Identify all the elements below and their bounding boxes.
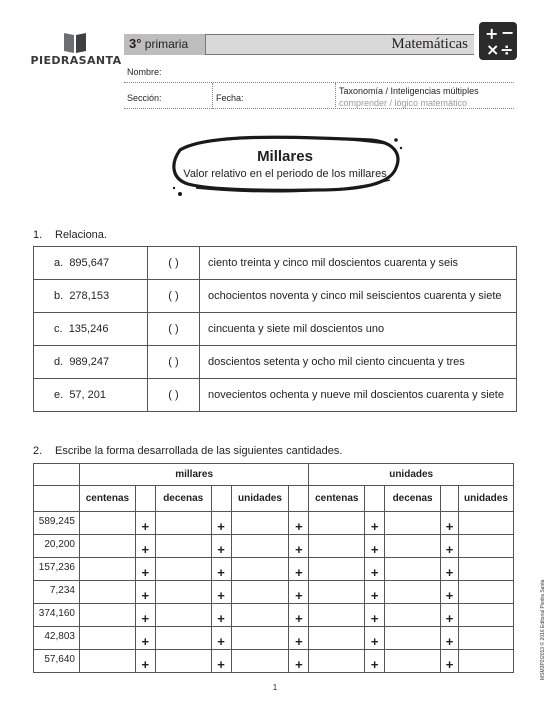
publisher-logo: [30, 30, 122, 72]
answer-cell[interactable]: [309, 581, 365, 604]
title-banner: [166, 128, 404, 200]
book-logo-icon: [62, 30, 88, 54]
plus-sign: +: [365, 604, 385, 627]
number-cell: b. 278,153: [34, 280, 148, 313]
answer-cell[interactable]: [155, 604, 211, 627]
answer-cell[interactable]: [231, 581, 289, 604]
number-words-cell: ciento treinta y cinco mil doscientos cuarenta y seis: [200, 247, 517, 280]
number-cell: e. 57, 201: [34, 379, 148, 412]
plus-sign: +: [289, 535, 309, 558]
answer-cell[interactable]: [155, 535, 211, 558]
answer-cell[interactable]: [385, 604, 441, 627]
plus-sign: +: [289, 650, 309, 673]
plus-sign: +: [441, 535, 459, 558]
col-header-centenas: centenas: [309, 486, 365, 512]
answer-blank[interactable]: ( ): [148, 313, 200, 346]
answer-cell[interactable]: [79, 581, 135, 604]
answer-cell[interactable]: [458, 581, 513, 604]
answer-cell[interactable]: [309, 650, 365, 673]
plus-sign: +: [365, 535, 385, 558]
answer-cell[interactable]: [231, 604, 289, 627]
answer-cell[interactable]: [231, 627, 289, 650]
number-words-cell: doscientos setenta y ocho mil ciento cincuenta y tres: [200, 346, 517, 379]
page-subtitle: Valor relativo en el periodo de los millares: [183, 168, 387, 180]
answer-cell[interactable]: [309, 604, 365, 627]
answer-cell[interactable]: [458, 512, 513, 535]
table-row: [34, 604, 514, 627]
math-operations-icon: + − × ÷: [479, 22, 517, 60]
answer-cell[interactable]: [309, 512, 365, 535]
answer-blank[interactable]: ( ): [148, 379, 200, 412]
table-row: [34, 535, 514, 558]
answer-cell[interactable]: [309, 558, 365, 581]
exercise-1-heading: 1. Relaciona.: [33, 229, 107, 241]
plus-sign: +: [289, 512, 309, 535]
quantity-cell: 589,245: [34, 512, 80, 535]
exercise-2-heading: 2. Escribe la forma desarrollada de las siguientes cantidades.: [33, 445, 343, 457]
page-number: 1: [272, 683, 278, 692]
answer-cell[interactable]: [155, 558, 211, 581]
answer-cell[interactable]: [231, 512, 289, 535]
answer-cell[interactable]: [79, 627, 135, 650]
answer-cell[interactable]: [79, 650, 135, 673]
plus-sign: +: [211, 650, 231, 673]
matching-row: [34, 346, 517, 379]
plus-sign: +: [365, 581, 385, 604]
matching-row: [34, 247, 517, 280]
section-label: Sección:: [127, 93, 162, 103]
answer-cell[interactable]: [385, 627, 441, 650]
answer-blank[interactable]: ( ): [148, 247, 200, 280]
quantity-cell: 157,236: [34, 558, 80, 581]
brand-name: PIEDRASANTA: [30, 54, 122, 67]
answer-cell[interactable]: [155, 627, 211, 650]
taxonomy-label: Taxonomía / Inteligencias múltiples: [339, 86, 479, 96]
table-row: [34, 627, 514, 650]
plus-sign: +: [289, 604, 309, 627]
plus-sign: +: [441, 627, 459, 650]
answer-cell[interactable]: [458, 558, 513, 581]
group-header-millares: millares: [79, 464, 308, 486]
plus-sign: +: [135, 535, 155, 558]
side-copyright: MSM3P2I2013 © 2016 Editorial Piedra Santa: [540, 579, 546, 680]
plus-sign: +: [135, 581, 155, 604]
plus-sign: +: [365, 512, 385, 535]
col-header-decenas-millares: decenas: [155, 486, 211, 512]
quantity-cell: 42,803: [34, 627, 80, 650]
plus-sign: +: [135, 512, 155, 535]
table-row: [34, 512, 514, 535]
col-header-unidades: unidades: [458, 486, 513, 512]
plus-sign: +: [211, 581, 231, 604]
col-header-decenas: decenas: [385, 486, 441, 512]
plus-sign: +: [135, 650, 155, 673]
answer-cell[interactable]: [309, 627, 365, 650]
date-label: Fecha:: [216, 93, 244, 103]
quantity-cell: 20,200: [34, 535, 80, 558]
answer-cell[interactable]: [155, 650, 211, 673]
plus-sign: +: [365, 558, 385, 581]
name-label: Nombre:: [127, 67, 162, 77]
plus-sign: +: [135, 558, 155, 581]
answer-cell[interactable]: [79, 604, 135, 627]
answer-cell[interactable]: [309, 535, 365, 558]
plus-sign: +: [211, 535, 231, 558]
answer-cell[interactable]: [79, 512, 135, 535]
plus-sign: +: [441, 650, 459, 673]
name-line: [124, 82, 514, 83]
answer-cell[interactable]: [385, 581, 441, 604]
col-header-unidades-millares: unidades: [231, 486, 289, 512]
number-words-cell: cincuenta y siete mil doscientos uno: [200, 313, 517, 346]
plus-sign: +: [441, 604, 459, 627]
plus-sign: +: [135, 604, 155, 627]
taxonomy-value: comprender / lógico matemático: [339, 98, 468, 108]
number-cell: d. 989,247: [34, 346, 148, 379]
grade-label: 3° primaria: [124, 34, 206, 55]
answer-blank[interactable]: ( ): [148, 346, 200, 379]
plus-sign: +: [365, 650, 385, 673]
matching-row: [34, 280, 517, 313]
matching-table: [33, 246, 517, 412]
answer-cell[interactable]: [231, 650, 289, 673]
plus-sign: +: [441, 512, 459, 535]
answer-cell[interactable]: [79, 558, 135, 581]
col-header-centenas-millares: centenas: [79, 486, 135, 512]
matching-row: [34, 313, 517, 346]
plus-sign: +: [289, 558, 309, 581]
plus-sign: +: [441, 581, 459, 604]
answer-cell[interactable]: [458, 535, 513, 558]
answer-cell[interactable]: [231, 558, 289, 581]
answer-cell[interactable]: [79, 535, 135, 558]
plus-sign: +: [289, 627, 309, 650]
plus-sign: +: [211, 558, 231, 581]
plus-sign: +: [211, 512, 231, 535]
answer-cell[interactable]: [385, 650, 441, 673]
section-line: [124, 108, 514, 109]
answer-cell[interactable]: [385, 535, 441, 558]
number-cell: a. 895,647: [34, 247, 148, 280]
plus-sign: +: [211, 604, 231, 627]
quantity-cell: 374,160: [34, 604, 80, 627]
answer-cell[interactable]: [458, 604, 513, 627]
quantity-cell: 7,234: [34, 581, 80, 604]
number-words-cell: novecientos ochenta y nueve mil doscientos cuarenta y siete: [200, 379, 517, 412]
answer-cell[interactable]: [385, 558, 441, 581]
expanded-form-table: [33, 463, 514, 673]
table-row: [34, 558, 514, 581]
answer-blank[interactable]: ( ): [148, 280, 200, 313]
quantity-cell: 57,640: [34, 650, 80, 673]
answer-cell[interactable]: [155, 512, 211, 535]
plus-sign: +: [211, 627, 231, 650]
number-words-cell: ochocientos noventa y cinco mil seiscientos cuarenta y siete: [200, 280, 517, 313]
answer-cell[interactable]: [385, 512, 441, 535]
table-row: [34, 581, 514, 604]
group-header-unidades: unidades: [309, 464, 514, 486]
answer-cell[interactable]: [231, 535, 289, 558]
table-row: [34, 650, 514, 673]
matching-row: [34, 379, 517, 412]
number-cell: c. 135,246: [34, 313, 148, 346]
plus-sign: +: [135, 627, 155, 650]
plus-sign: +: [365, 627, 385, 650]
plus-sign: +: [441, 558, 459, 581]
answer-cell[interactable]: [458, 627, 513, 650]
plus-sign: +: [289, 581, 309, 604]
page-title: Millares: [257, 148, 313, 165]
answer-cell[interactable]: [458, 650, 513, 673]
corner-cell: [34, 464, 80, 486]
subject-title: Matemáticas: [391, 36, 468, 52]
answer-cell[interactable]: [155, 581, 211, 604]
